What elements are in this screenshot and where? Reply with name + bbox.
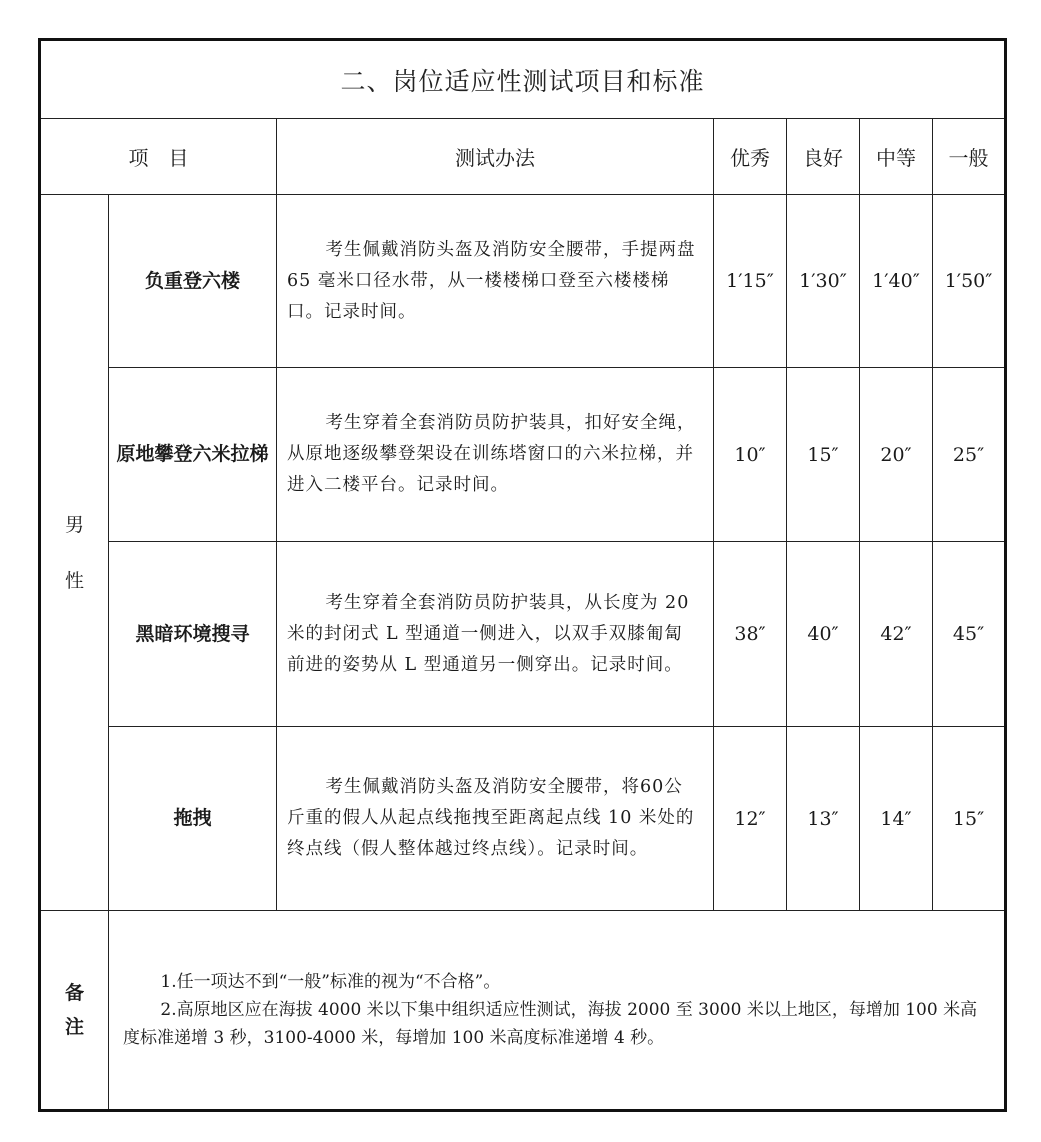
score-general: 1′50″ [933, 195, 1006, 368]
item-name: 负重登六楼 [109, 195, 277, 368]
score-medium: 42″ [860, 542, 933, 727]
notes-label-char-2: 注 [64, 1016, 84, 1038]
test-method-text: 考生佩戴消防头盔及消防安全腰带，手提两盘 65 毫米口径水带，从一楼楼梯口登至六楼楼梯口。记录时间。 [287, 239, 696, 322]
table-row [40, 195, 1006, 368]
table-row [40, 368, 1006, 542]
test-method [277, 195, 714, 368]
note-line-2: 2.高原地区应在海拔 4000 米以下集中组织适应性测试，海拔 2000 至 3000 米以上地区，每增加 100 米高度标准递增 3 秒，3100-4000 米，每增加 100 米高度标准递增 4 秒。 [123, 1000, 978, 1048]
score-general: 25″ [933, 368, 1006, 542]
score-excellent: 1′15″ [714, 195, 787, 368]
test-method-text: 考生穿着全套消防员防护装具，扣好安全绳，从原地逐级攀登架设在训练塔窗口的六米拉梯，并进入二楼平台。记录时间。 [287, 413, 696, 495]
score-good: 15″ [787, 368, 860, 542]
item-name: 原地攀登六米拉梯 [109, 368, 277, 542]
test-method-text: 考生穿着全套消防员防护装具，从长度为 20 米的封闭式 L 型通道一侧进入，以双手双膝匍匐前进的姿势从 L 型通道另一侧穿出。记录时间。 [287, 592, 690, 675]
header-medium: 中等 [860, 119, 933, 195]
table-row [40, 727, 1006, 911]
test-method [277, 542, 714, 727]
table-title: 二、岗位适应性测试项目和标准 [40, 40, 1006, 119]
header-item: 项 目 [40, 119, 277, 195]
score-general: 15″ [933, 727, 1006, 911]
test-method [277, 727, 714, 911]
header-row [40, 119, 1006, 195]
score-excellent: 12″ [714, 727, 787, 911]
notes-label-char-1: 备 [64, 982, 84, 1004]
title-row [40, 40, 1006, 119]
gender-cell [40, 195, 109, 911]
score-medium: 20″ [860, 368, 933, 542]
standards-table [38, 38, 1007, 1112]
score-good: 40″ [787, 542, 860, 727]
score-good: 1′30″ [787, 195, 860, 368]
score-general: 45″ [933, 542, 1006, 727]
item-name: 拖拽 [109, 727, 277, 911]
header-general: 一般 [933, 119, 1006, 195]
score-good: 13″ [787, 727, 860, 911]
test-method-text: 考生佩戴消防头盔及消防安全腰带，将60公斤重的假人从起点线拖拽至距离起点线 10 米处的终点线（假人整体越过终点线）。记录时间。 [287, 777, 695, 859]
notes-label [40, 911, 109, 1111]
score-medium: 1′40″ [860, 195, 933, 368]
gender-char-2: 性 [64, 569, 84, 592]
score-medium: 14″ [860, 727, 933, 911]
gender-char-1: 男 [64, 513, 84, 536]
header-excellent: 优秀 [714, 119, 787, 195]
header-good: 良好 [787, 119, 860, 195]
item-name: 黑暗环境搜寻 [109, 542, 277, 727]
test-method [277, 368, 714, 542]
note-line-1: 1.任一项达不到“一般”标准的视为“不合格”。 [160, 972, 501, 992]
score-excellent: 10″ [714, 368, 787, 542]
header-method: 测试办法 [277, 119, 714, 195]
notes-row [40, 911, 1006, 1111]
table-row [40, 542, 1006, 727]
notes-content [109, 911, 1006, 1111]
score-excellent: 38″ [714, 542, 787, 727]
